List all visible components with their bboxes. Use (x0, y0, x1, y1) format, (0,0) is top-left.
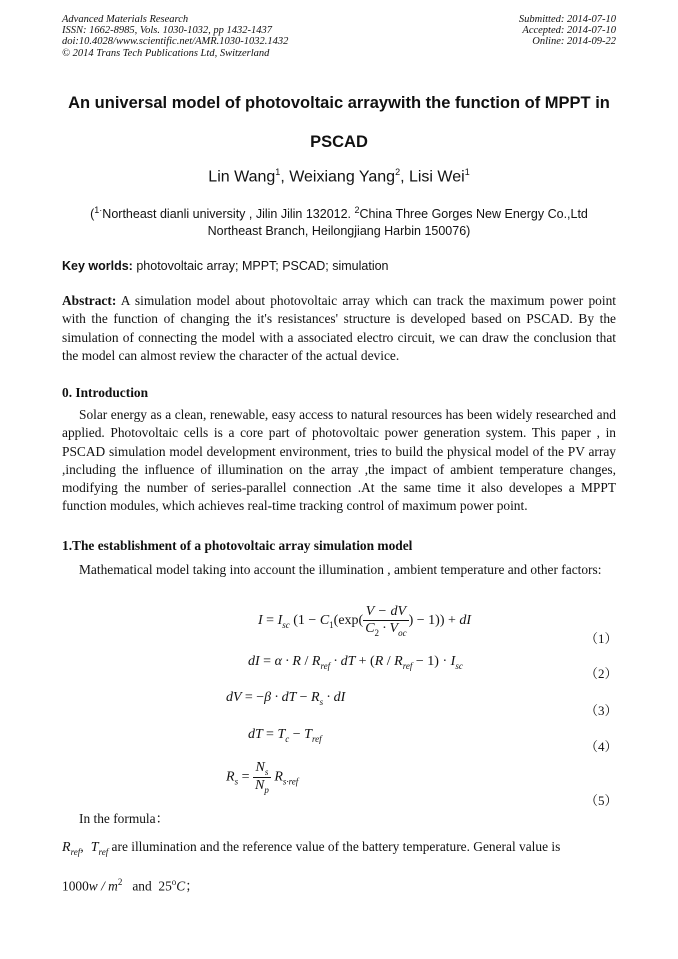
affiliation-2: China Three Gorges New Energy Co.,Ltd (359, 207, 588, 222)
equation-number: （4） (585, 739, 618, 754)
online-date: Online: 2014-09-22 (532, 36, 616, 48)
equation-number: （1） (585, 631, 618, 646)
author-name: Lin Wang (208, 168, 276, 186)
punctuation: ； (185, 878, 199, 894)
journal-header-left (62, 14, 288, 59)
author-affil-mark: 1 (464, 167, 470, 177)
values-line: $1000w / m^2$ and 25$^o$C； (62, 877, 199, 894)
value-illumination: 1000 (62, 878, 89, 894)
journal-header-right (519, 14, 616, 48)
rref-paragraph (62, 838, 616, 861)
equation-1: $I = I_{sc}$ ($1 - C_1(\exp$( $\frac{V - dV}{C_2 \cdot V_{oc}}$ ) − 1)) + dI (258, 604, 472, 638)
journal-name: Advanced Materials Research (62, 14, 189, 25)
section1-text: Mathematical model taking into account the illumination , ambient temperature and other factors: (79, 562, 602, 577)
formula-intro-text: In the formula： (79, 811, 169, 826)
journal-copyright: © 2014 Trans Tech Publications Ltd, Switzerland (62, 47, 270, 59)
rref-text: are illumination and the reference value of the battery temperature. General value is (108, 839, 561, 854)
affiliation-1: Northeast dianli university , Jilin Jilin 132012. (102, 207, 355, 222)
section-heading: 0. Introduction (62, 385, 149, 400)
accepted-date: Accepted: 2014-07-10 (522, 25, 616, 37)
title-line-1: An universal model of photovoltaic arraywith the function of MPPT in (68, 94, 610, 112)
intro-text: Solar energy as a clean, renewable, easy access to natural resources has been widely researched and applied. Photovoltaic cells is a core part of photovoltaic power generation system. This paper , in PSCAD simulation model development environment, tries to build the physical model of the PV array ,including the influence of illumination on the array ,the impact of ambient temperature changes, modifying the number of series-parallel connection .At the same time it also developes a MPPT function modules, which achieves real-time tracking control of maximum power point. (62, 407, 616, 514)
unit-c: C (176, 878, 186, 894)
affiliation-2-cont: Northeast Branch, Heilongjiang Harbin 150076) (207, 224, 471, 239)
journal-doi: doi:10.4028/www.scientific.net/AMR.1030-1032.1432 (62, 36, 289, 48)
author-affil-mark: 1 (275, 167, 281, 177)
affil-mark: 1· (94, 205, 103, 215)
keywords-text: photovoltaic array; MPPT; PSCAD; simulation (132, 259, 389, 273)
equation-number: （2） (585, 666, 618, 681)
unit-m: / m (97, 878, 118, 894)
abstract-text: A simulation model about photovoltaic array which can track the maximum power point with the function of changing the it's resistances' structure is developed based on PSCAD. By the simulation of connecting the model with a associated electro circuit, we can draw the conclusion that the model can almost review the character of the actual device. (62, 293, 616, 363)
equation-5: $R_s$ = $\frac{N_s}{N_p}$ $R_{s\cdot ref}$ (226, 760, 299, 795)
paper-title (62, 84, 616, 162)
abstract-label: Abstract: (62, 293, 117, 308)
author-separator: , (400, 168, 409, 186)
keywords-label: Key worlds: (62, 259, 133, 273)
equation-4: dT = $T_c - T_{ref}$ (248, 727, 322, 744)
author-list (62, 167, 616, 186)
author-affil-mark: 2 (395, 167, 401, 177)
rref-symbols: $R_{ref}$, $T_{ref}$ (62, 840, 109, 857)
affiliations (62, 202, 616, 240)
author-name: Lisi Wei (408, 168, 465, 186)
value-temperature: 25 (158, 878, 172, 894)
affil-mark: 2 (354, 205, 360, 215)
author-separator: , (280, 168, 290, 186)
formula-intro (62, 810, 616, 828)
journal-issn: ISSN: 1662-8985, Vols. 1030-1032, pp 1432-1437 (62, 25, 272, 37)
affil-paren: ( (90, 207, 95, 222)
unit-w: w (88, 878, 98, 894)
author-name: Weixiang Yang (289, 168, 396, 186)
equation-2: dI = $\alpha \cdot R / R_{ref}$ · dT + $(R / R_{ref} - 1) \cdot I_{sc}$ (248, 654, 463, 671)
equation-number: （5） (585, 793, 618, 808)
and-text: and (132, 878, 152, 894)
equation-3: dV = −β · dT − $R_s$ · dI (226, 690, 346, 707)
section1-paragraph (62, 561, 616, 579)
intro-paragraph (62, 406, 616, 516)
submitted-date: Submitted: 2014-07-10 (518, 14, 616, 25)
keywords (62, 259, 389, 273)
abstract (62, 292, 616, 365)
equation-number: （3） (585, 703, 618, 718)
section-heading: 1.The establishment of a photovoltaic array simulation model (62, 538, 413, 553)
title-line-2: PSCAD (310, 133, 368, 151)
